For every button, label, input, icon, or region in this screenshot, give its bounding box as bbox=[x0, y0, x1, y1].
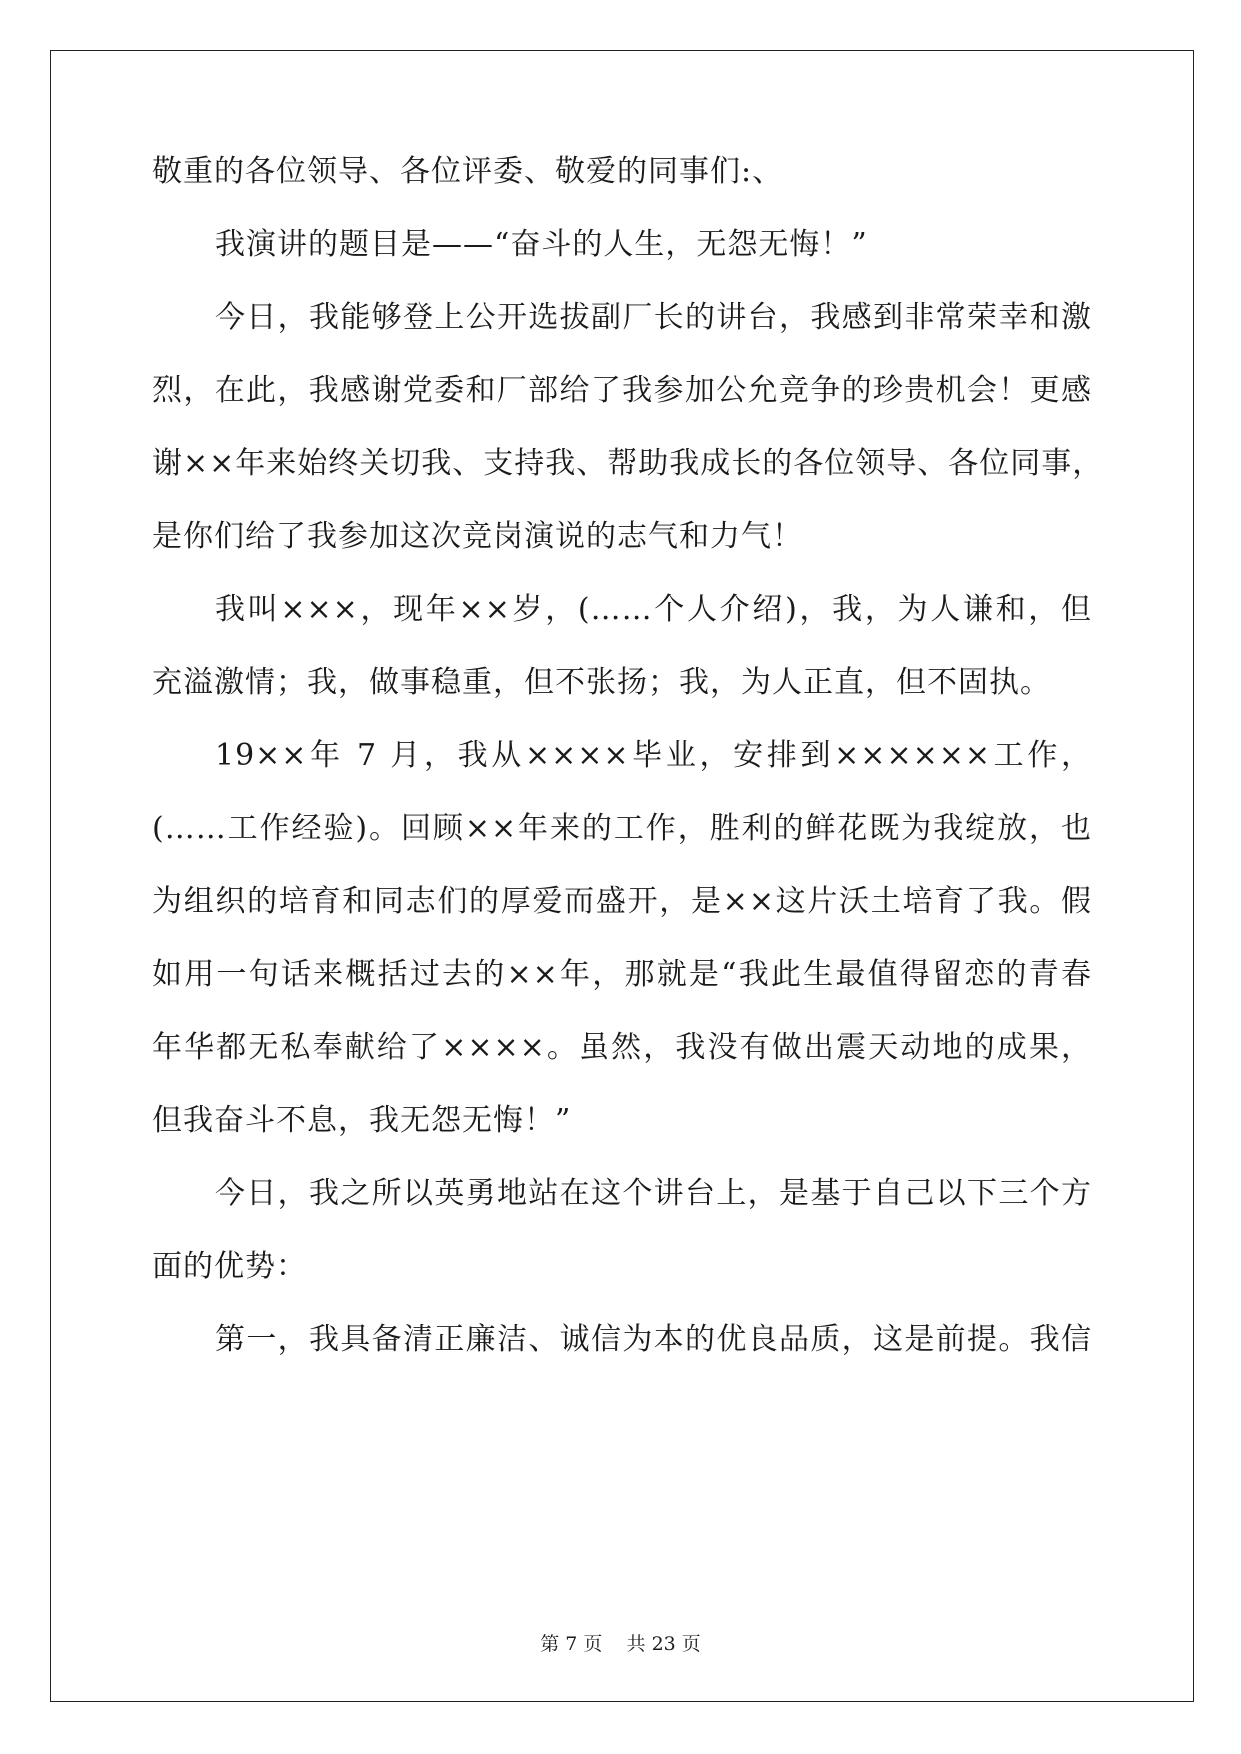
page-total: 共 23 页 bbox=[626, 1633, 701, 1655]
text-line: (……工作经验)。回顾××年来的工作，胜利的鲜花既为我绽放，也 bbox=[152, 811, 1092, 846]
text-line: 今日，我能够登上公开选拔副厂长的讲台，我感到非常荣幸和激 bbox=[215, 300, 1092, 335]
text-line: 面的优势： bbox=[152, 1249, 307, 1284]
text-line: 今日，我之所以英勇地站在这个讲台上，是基于自己以下三个方 bbox=[215, 1176, 1092, 1211]
text-line: 烈，在此，我感谢党委和厂部给了我参加公允竞争的珍贵机会！更感 bbox=[152, 373, 1092, 408]
text-line: 但我奋斗不息，我无怨无悔！” bbox=[152, 1103, 572, 1138]
page-footer bbox=[0, 1632, 1241, 1656]
text-line: 年华都无私奉献给了××××。虽然，我没有做出震天动地的成果， bbox=[152, 1030, 1092, 1065]
text-line: 敬重的各位领导、各位评委、敬爱的同事们:、 bbox=[152, 154, 784, 189]
page-number: 第 7 页 bbox=[540, 1633, 603, 1655]
text-line: 19××年 7 月，我从××××毕业，安排到××××××工作， bbox=[215, 738, 1092, 773]
text-line: 为组织的培育和同志们的厚爱而盛开，是××这片沃土培育了我。假 bbox=[152, 884, 1092, 919]
text-line: 我叫×××，现年××岁，(……个人介绍)，我，为人谦和，但 bbox=[215, 592, 1092, 627]
text-line: 谢××年来始终关切我、支持我、帮助我成长的各位领导、各位同事， bbox=[152, 446, 1104, 481]
text-line: 如用一句话来概括过去的××年，那就是“我此生最值得留恋的青春 bbox=[152, 957, 1092, 992]
text-line: 我演讲的题目是——“奋斗的人生，无怨无悔！” bbox=[215, 227, 868, 262]
text-line: 充溢激情；我，做事稳重，但不张扬；我，为人正直，但不固执。 bbox=[152, 665, 1051, 700]
text-line: 第一，我具备清正廉洁、诚信为本的优良品质，这是前提。我信 bbox=[215, 1322, 1092, 1357]
text-line: 是你们给了我参加这次竞岗演说的志气和力气！ bbox=[152, 519, 803, 554]
